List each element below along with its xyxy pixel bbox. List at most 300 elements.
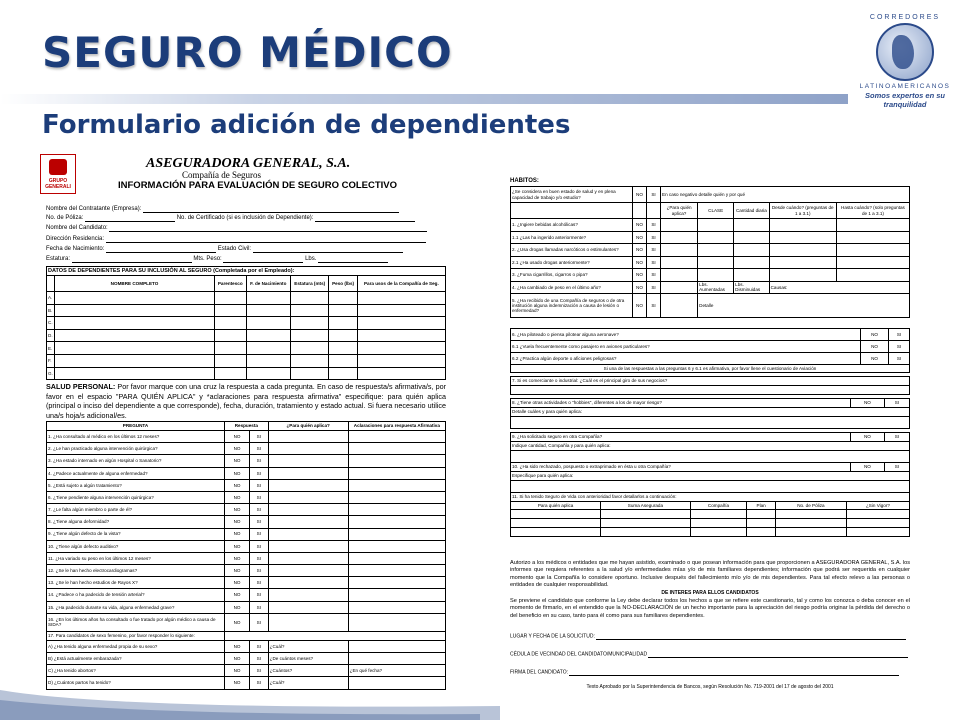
question-text: A) ¿Ha tenido alguna enfermedad propia de su sexo? bbox=[47, 640, 225, 652]
answer-si[interactable]: SI bbox=[250, 653, 269, 665]
q7-text: 7. Si es comerciante o industrial: ¿Cuál es el principal giro de sus negocios? bbox=[511, 377, 910, 386]
answer-si[interactable]: SI bbox=[250, 491, 269, 503]
habit-cell[interactable] bbox=[698, 219, 734, 232]
dependent-cell[interactable] bbox=[329, 354, 357, 367]
aclaracion-cell[interactable] bbox=[348, 516, 445, 528]
dependent-cell[interactable] bbox=[329, 317, 357, 330]
dependent-cell[interactable] bbox=[246, 329, 291, 342]
logo-tagline: Somos expertos en su tranquilidad bbox=[864, 91, 946, 109]
aclaracion-cell[interactable] bbox=[348, 589, 445, 601]
habit-cell[interactable] bbox=[836, 219, 909, 232]
dependent-cell[interactable] bbox=[329, 367, 357, 380]
question-text: 13. ¿Se le han hecho estudios de Rayos X? bbox=[47, 577, 225, 589]
answer-no[interactable]: NO bbox=[225, 467, 250, 479]
dependent-cell[interactable] bbox=[357, 342, 445, 355]
habit-cell[interactable] bbox=[661, 256, 698, 269]
col-desde: Desde cuándo? (preguntas de 1 a 3.1) bbox=[769, 203, 836, 219]
answer-no[interactable]: NO bbox=[225, 516, 250, 528]
answer-no[interactable]: NO bbox=[861, 341, 889, 353]
dependent-cell[interactable] bbox=[55, 329, 215, 342]
dependent-cell[interactable] bbox=[215, 342, 247, 355]
para-quien-cell[interactable] bbox=[268, 552, 348, 564]
para-quien-cell[interactable] bbox=[268, 431, 348, 443]
habit-cell[interactable] bbox=[661, 294, 698, 318]
aclaracion-cell[interactable] bbox=[348, 540, 445, 552]
habit-cell[interactable] bbox=[698, 244, 734, 257]
table-row bbox=[47, 665, 446, 677]
table-row bbox=[47, 431, 446, 443]
answer-si[interactable]: SI bbox=[647, 244, 661, 257]
table-row bbox=[511, 329, 910, 341]
q11-col: Suma Asegurada bbox=[601, 502, 691, 510]
dependent-cell[interactable] bbox=[357, 367, 445, 380]
habit-cell[interactable] bbox=[734, 256, 769, 269]
answer-no[interactable]: NO bbox=[225, 552, 250, 564]
aclaracion-cell[interactable] bbox=[348, 577, 445, 589]
answer-no[interactable]: NO bbox=[225, 443, 250, 455]
dependent-cell[interactable] bbox=[291, 292, 329, 305]
aclaracion-cell[interactable] bbox=[348, 613, 445, 631]
dependent-cell[interactable] bbox=[246, 367, 291, 380]
table-row bbox=[47, 491, 446, 503]
footer-note: Texto Aprobado por la Superintendencia de Bancos, según Resolución No. 719-2001 del 17 de agosto del 2001 bbox=[586, 684, 834, 690]
habit-cell[interactable] bbox=[661, 269, 698, 282]
habit-cell[interactable] bbox=[769, 219, 836, 232]
dependent-cell[interactable] bbox=[55, 304, 215, 317]
dependent-cell[interactable] bbox=[246, 342, 291, 355]
dependent-letter: E. bbox=[47, 342, 55, 355]
dependent-cell[interactable] bbox=[357, 292, 445, 305]
answer-si[interactable]: SI bbox=[889, 329, 910, 341]
aclaracion-cell[interactable] bbox=[348, 565, 445, 577]
habitos-label: HABITOS: bbox=[510, 178, 539, 184]
dependent-cell[interactable] bbox=[357, 317, 445, 330]
dependent-letter: D. bbox=[47, 329, 55, 342]
para-quien-cell[interactable]: ¿Cuál? bbox=[268, 640, 348, 652]
aclaracion-cell[interactable] bbox=[348, 552, 445, 564]
habit-cell[interactable] bbox=[836, 244, 909, 257]
para-quien-cell[interactable] bbox=[268, 528, 348, 540]
answer-no[interactable]: NO bbox=[225, 665, 250, 677]
dependent-cell[interactable] bbox=[215, 304, 247, 317]
table-row bbox=[47, 467, 446, 479]
dependent-cell[interactable] bbox=[291, 329, 329, 342]
table-row bbox=[47, 528, 446, 540]
dependent-cell[interactable] bbox=[291, 304, 329, 317]
habit-question: 5. ¿Ha recibido de una Compañía de seguros o de otra institución alguna indemnización a causa de lesión o enfermedad? bbox=[511, 294, 633, 318]
para-quien-cell[interactable] bbox=[268, 467, 348, 479]
dependent-cell[interactable] bbox=[55, 292, 215, 305]
answer-si[interactable]: SI bbox=[250, 467, 269, 479]
dependent-cell[interactable] bbox=[55, 367, 215, 380]
answer-no[interactable]: NO bbox=[225, 589, 250, 601]
col-detalle: En caso negativo detalle quién y por qué bbox=[661, 187, 910, 203]
para-quien-cell[interactable] bbox=[268, 516, 348, 528]
question-text: 17. Para candidatos de sexo femenino, por favor responder lo siguiente: bbox=[47, 631, 225, 640]
q8-note: Detalle cuáles y para quién aplica: bbox=[511, 408, 910, 417]
dependent-cell[interactable] bbox=[55, 342, 215, 355]
habit-question: 2.1 ¿Ha usado drogas anteriormente? bbox=[511, 256, 633, 269]
field-nacimiento: Fecha de Nacimiento: Estado Civil: bbox=[46, 246, 403, 253]
table-row bbox=[511, 281, 910, 294]
insurer-subtitle: Compañía de Seguros bbox=[182, 170, 261, 180]
answer-no[interactable]: NO bbox=[861, 353, 889, 365]
table-row bbox=[47, 631, 446, 640]
answer-si[interactable]: SI bbox=[250, 528, 269, 540]
lbs-aumentadas: Lbs. Aumentadas bbox=[698, 281, 734, 294]
dependent-cell[interactable] bbox=[246, 292, 291, 305]
table-row bbox=[47, 354, 446, 367]
para-quien-cell[interactable]: ¿Cuántos? bbox=[268, 665, 348, 677]
answer-no[interactable]: NO bbox=[225, 601, 250, 613]
aclaracion-cell[interactable] bbox=[348, 467, 445, 479]
q9-text: 9. ¿Ha solicitado seguro en otra Compañía? bbox=[511, 433, 851, 442]
para-quien-cell[interactable] bbox=[268, 455, 348, 467]
habit-cell[interactable] bbox=[661, 244, 698, 257]
habit-question: 4. ¿Ha cambiado de peso en el último año? bbox=[511, 281, 633, 294]
table-row bbox=[47, 342, 446, 355]
aclaracion-cell[interactable] bbox=[348, 455, 445, 467]
table-row bbox=[47, 565, 446, 577]
question-text: D) ¿Cuántos partos ha tenido? bbox=[47, 677, 225, 689]
habit-cell[interactable] bbox=[836, 231, 909, 244]
interes-text: Se previene el candidato que conforme la Ley debe declarar todos los hechos a que se refiere este cuestionario, tal y como los conozca o deba conocer en el momento de firmarlo, en el entendido que la NO-DECLARACIÓN de un hecho importante para la apreciación del riesgo podría originar la pérdida del derecho o del beneficio en su caso, tanto para él como para sus familiares dependientes. bbox=[510, 598, 910, 619]
para-quien-cell[interactable] bbox=[268, 577, 348, 589]
answer-si[interactable]: SI bbox=[250, 443, 269, 455]
aclaracion-cell[interactable] bbox=[348, 528, 445, 540]
para-quien-cell[interactable] bbox=[268, 613, 348, 631]
col-si: SI bbox=[647, 187, 661, 203]
answer-no[interactable]: NO bbox=[225, 540, 250, 552]
table-row bbox=[47, 443, 446, 455]
table-row bbox=[511, 269, 910, 282]
globe-icon bbox=[876, 23, 934, 81]
answer-si[interactable]: SI bbox=[889, 353, 910, 365]
question-text: 4. ¿Padece actualmente de alguna enfermedad? bbox=[47, 467, 225, 479]
dependent-letter: F. bbox=[47, 354, 55, 367]
dependent-cell[interactable] bbox=[329, 329, 357, 342]
answer-si[interactable]: SI bbox=[250, 455, 269, 467]
answer-si[interactable]: SI bbox=[250, 552, 269, 564]
field-lugar: LUGAR Y FECHA DE LA SOLICITUD: bbox=[510, 634, 906, 640]
q11-col: Compañía bbox=[690, 502, 747, 510]
dependent-cell[interactable] bbox=[291, 317, 329, 330]
answer-si[interactable]: SI bbox=[647, 294, 661, 318]
answer-no[interactable]: NO bbox=[225, 565, 250, 577]
col-aclaraciones: Aclaraciones para respuesta Afirmativa bbox=[348, 422, 445, 431]
para-quien-cell[interactable] bbox=[268, 589, 348, 601]
company-logo bbox=[850, 14, 960, 114]
col-respuesta: Respuesta bbox=[225, 422, 269, 431]
table-row bbox=[47, 292, 446, 305]
dependents-table bbox=[46, 266, 446, 380]
answer-si[interactable]: SI bbox=[647, 256, 661, 269]
aclaracion-cell[interactable] bbox=[348, 601, 445, 613]
answer-no[interactable]: NO bbox=[225, 677, 250, 689]
habit-cell[interactable] bbox=[836, 256, 909, 269]
q10-table: 10. ¿Ha sido rechazado, pospuesto o extraprimado en ésta u otra Compañía? NO SI Especifique para quién aplica: bbox=[510, 462, 910, 493]
answer-no[interactable]: NO bbox=[633, 244, 647, 257]
answer-no[interactable]: NO bbox=[225, 431, 250, 443]
aviation-table bbox=[510, 328, 910, 373]
answer-si[interactable]: SI bbox=[250, 431, 269, 443]
aclaracion-cell[interactable] bbox=[348, 653, 445, 665]
right-form-page bbox=[506, 176, 918, 696]
question-text: 1. ¿Ha consultado al médico en los últimos 12 meses? bbox=[47, 431, 225, 443]
table-row bbox=[47, 540, 446, 552]
col-cantidad: Cantidad diaria bbox=[734, 203, 769, 219]
dependent-cell[interactable] bbox=[246, 317, 291, 330]
table-row bbox=[47, 653, 446, 665]
habit-cell[interactable] bbox=[769, 256, 836, 269]
col-hasta: Hasta cuándo? (solo preguntas de 1 a 3.1) bbox=[836, 203, 909, 219]
col-nacimiento: F. de Nacimiento bbox=[246, 276, 291, 292]
dependent-cell[interactable] bbox=[329, 342, 357, 355]
habit-cell[interactable] bbox=[769, 231, 836, 244]
q11-table bbox=[510, 492, 910, 537]
q7-table bbox=[510, 376, 910, 395]
para-quien-cell[interactable] bbox=[268, 565, 348, 577]
table-row bbox=[47, 329, 446, 342]
para-quien-cell[interactable]: ¿Cuál? bbox=[268, 677, 348, 689]
question-text: 5. ¿Está sujeto a algún tratamiento? bbox=[47, 479, 225, 491]
question-text: 14. ¿Padece o ha padecido de tensión arterial? bbox=[47, 589, 225, 601]
dependent-cell[interactable] bbox=[329, 304, 357, 317]
answer-si[interactable]: SI bbox=[250, 677, 269, 689]
col-clase: CLASE bbox=[698, 203, 734, 219]
left-form-page bbox=[36, 150, 452, 710]
table-row bbox=[47, 317, 446, 330]
dependent-cell[interactable] bbox=[291, 342, 329, 355]
para-quien-cell[interactable] bbox=[268, 504, 348, 516]
q11-col: Para quién aplica bbox=[511, 502, 601, 510]
habit-cell[interactable] bbox=[734, 219, 769, 232]
dependent-cell[interactable] bbox=[329, 292, 357, 305]
habit-cell[interactable] bbox=[661, 231, 698, 244]
answer-no[interactable]: NO bbox=[633, 219, 647, 232]
interes-title: DE INTERES PARA ELLOS CANDIDATOS bbox=[661, 590, 759, 596]
answer-no[interactable]: NO bbox=[225, 653, 250, 665]
table-row bbox=[47, 577, 446, 589]
table-row bbox=[47, 479, 446, 491]
answer-si[interactable]: SI bbox=[250, 601, 269, 613]
q8-text: 8. ¿Tiene otras actividades o "hobbies", diferentes a los de mayor riesgo? bbox=[511, 399, 851, 408]
answer-si[interactable]: SI bbox=[250, 613, 269, 631]
dependent-cell[interactable] bbox=[357, 354, 445, 367]
answer-no[interactable]: NO bbox=[225, 479, 250, 491]
answer-si[interactable]: SI bbox=[250, 479, 269, 491]
insurer-name: ASEGURADORA GENERAL, S.A. bbox=[146, 156, 351, 171]
answer-si[interactable]: SI bbox=[250, 577, 269, 589]
dependent-cell[interactable] bbox=[215, 292, 247, 305]
authorization-text: Autorizo a los médicos o entidades que me hayan asistido, examinado o que posean información para que proporcionen a ASEGURADORA GENERAL, S.A. los informes que requiera referentes a la salud y/o enfermedades mías y/o de mis familiares dependientes; información que podrá ser requerida en cualquier momento que la Compañía lo considere oportuno. Inclusive después del fallecimiento mío y/o de mis dependientes. Para tal efecto relevo a las personas o entidades de cualquier responsabilidad. bbox=[510, 560, 910, 588]
table-row bbox=[511, 256, 910, 269]
q9-table: 9. ¿Ha solicitado seguro en otra Compañía? NO SI Indique cantidad, Compañía y para quién aplica: bbox=[510, 432, 910, 463]
dependent-cell[interactable] bbox=[215, 329, 247, 342]
dependent-cell[interactable] bbox=[215, 317, 247, 330]
aclaracion-cell[interactable] bbox=[348, 443, 445, 455]
q11-text: 11. Si ha tenido Seguro de Vida con anterioridad favor detallarlos a continuación: bbox=[511, 493, 910, 502]
answer-no[interactable]: NO bbox=[633, 294, 647, 318]
answer-si[interactable]: SI bbox=[250, 589, 269, 601]
field-firma: FIRMA DEL CANDIDATO: bbox=[510, 670, 899, 676]
table-row bbox=[511, 294, 910, 318]
answer-si[interactable]: SI bbox=[889, 341, 910, 353]
form-title: INFORMACIÓN PARA EVALUACIÓN DE SEGURO COLECTIVO bbox=[118, 180, 398, 191]
col-nombre: NOMBRE COMPLETO bbox=[55, 276, 215, 292]
dependents-header: DATOS DE DEPENDIENTES PARA SU INCLUSIÓN AL SEGURO (Completada por el Empleado): bbox=[47, 267, 446, 276]
table-row bbox=[511, 231, 910, 244]
aclaracion-cell[interactable] bbox=[348, 431, 445, 443]
table-row bbox=[47, 504, 446, 516]
col-no: NO bbox=[633, 187, 647, 203]
habit-cell[interactable] bbox=[661, 281, 698, 294]
dependent-letter: A. bbox=[47, 292, 55, 305]
table-row bbox=[47, 601, 446, 613]
decorative-swoosh bbox=[0, 680, 500, 720]
col-para-quien: ¿Para quién aplica? bbox=[268, 422, 348, 431]
dependent-cell[interactable] bbox=[291, 354, 329, 367]
health-questions-table bbox=[46, 421, 446, 690]
answer-no[interactable]: NO bbox=[861, 329, 889, 341]
answer-si[interactable]: SI bbox=[647, 269, 661, 282]
table-row bbox=[511, 244, 910, 257]
field-candidato: Nombre del Candidato: bbox=[46, 225, 427, 232]
causas: Causas: bbox=[769, 281, 909, 294]
answer-no[interactable]: NO bbox=[633, 269, 647, 282]
q9-note: Indique cantidad, Compañía y para quién aplica: bbox=[511, 442, 910, 451]
para-quien-cell[interactable] bbox=[268, 491, 348, 503]
question-text: 6. ¿Tiene pendiente alguna intervención quirúrgica? bbox=[47, 491, 225, 503]
answer-si[interactable]: SI bbox=[250, 565, 269, 577]
slide-subtitle: Formulario adición de dependientes bbox=[42, 110, 571, 140]
answer-no[interactable]: NO bbox=[633, 256, 647, 269]
aviation-question: 6.2 ¿Practica algún deporte o aficiones peligrosas? bbox=[511, 353, 861, 365]
answer-no[interactable]: NO bbox=[225, 613, 250, 631]
dependent-cell[interactable] bbox=[215, 367, 247, 380]
aviation-question: 6. ¿Ha piloteado o piensa pilotear alguna aeronave? bbox=[511, 329, 861, 341]
dependent-cell[interactable] bbox=[357, 304, 445, 317]
habit-question: 2. ¿Usa drogas llamadas narcóticos o estimulantes? bbox=[511, 244, 633, 257]
question-text: 8. ¿Tiene alguna deformidad? bbox=[47, 516, 225, 528]
answer-si[interactable]: SI bbox=[647, 231, 661, 244]
para-quien-cell[interactable] bbox=[268, 601, 348, 613]
dependent-cell[interactable] bbox=[357, 329, 445, 342]
habit-cell[interactable] bbox=[769, 269, 836, 282]
table-row bbox=[47, 455, 446, 467]
generali-logo: GRUPO GENERALI bbox=[40, 154, 76, 194]
habit-question: 1. ¿Ingiere bebidas alcohólicas? bbox=[511, 219, 633, 232]
dependent-cell[interactable] bbox=[215, 354, 247, 367]
q8-table: 8. ¿Tiene otras actividades o "hobbies", diferentes a los de mayor riesgo? NO SI Detalle cuáles y para quién aplica: bbox=[510, 398, 910, 429]
table-row bbox=[511, 219, 910, 232]
table-row bbox=[511, 341, 910, 353]
q11-col: Plan bbox=[747, 502, 776, 510]
answer-no[interactable]: NO bbox=[633, 231, 647, 244]
q11-col: ¿Sin Vigor? bbox=[846, 502, 909, 510]
title-underline-bar bbox=[0, 94, 848, 104]
habit-cell[interactable] bbox=[769, 244, 836, 257]
dependent-cell[interactable] bbox=[55, 317, 215, 330]
aclaracion-cell[interactable]: ¿En qué fecha? bbox=[348, 665, 445, 677]
col-estatura: Estatura (mts) bbox=[291, 276, 329, 292]
question-text: 12. ¿Se le han hecho electrocardiogramas? bbox=[47, 565, 225, 577]
answer-si[interactable]: SI bbox=[647, 281, 661, 294]
answer-si[interactable]: SI bbox=[250, 540, 269, 552]
dependent-cell[interactable] bbox=[246, 354, 291, 367]
dependent-letter: B. bbox=[47, 304, 55, 317]
para-quien-cell[interactable] bbox=[268, 540, 348, 552]
question-text: 9. ¿Tiene algún defecto de la vista? bbox=[47, 528, 225, 540]
answer-no[interactable]: NO bbox=[225, 455, 250, 467]
q11-col: No. de Póliza bbox=[775, 502, 846, 510]
para-quien-cell[interactable]: ¿De cuántos meses? bbox=[268, 653, 348, 665]
answer-no[interactable]: NO bbox=[225, 577, 250, 589]
answer-no[interactable]: NO bbox=[633, 281, 647, 294]
answer-no[interactable]: NO bbox=[225, 491, 250, 503]
answer-si[interactable]: SI bbox=[647, 219, 661, 232]
col-peso: Peso (lbs) bbox=[329, 276, 357, 292]
table-row bbox=[47, 640, 446, 652]
col-para-quien: ¿Para quién aplica? bbox=[661, 203, 698, 219]
field-direccion: Dirección Residencia: bbox=[46, 236, 426, 243]
table-row bbox=[47, 552, 446, 564]
question-text: 16. ¿En los últimos años ha consultado o fue tratado por algún médico a causa de SIDA? bbox=[47, 613, 225, 631]
dependent-cell[interactable] bbox=[291, 367, 329, 380]
aviation-question: 6.1 ¿Vuela frecuentemente como pasajero en aviones particulares? bbox=[511, 341, 861, 353]
question-text: C) ¿Ha tenido abortos? bbox=[47, 665, 225, 677]
salud-instructions: SALUD PERSONAL: Por favor marque con una cruz la respuesta a cada pregunta. En caso de respuesta/s afirmativa/s, por favor en el espacio "PARA QUIÉN APLICA" y *aclaraciones para respuesta afirmativa" especifique: para quién aplica (principal o inciso del dependiente a que corresponde), fecha, duración, tratamiento y estado actual. Si fuera necesario utilice una/s hoja/s adicional/es. bbox=[46, 382, 447, 421]
question-text: 15. ¿Ha padecido durante su vida, alguna enfermedad grave? bbox=[47, 601, 225, 613]
habit-question: 3. ¿Fuma cigarrillos, cigarros o pipa? bbox=[511, 269, 633, 282]
dependent-cell[interactable] bbox=[55, 354, 215, 367]
habit-cell[interactable] bbox=[734, 269, 769, 282]
habit-cell[interactable] bbox=[698, 269, 734, 282]
habit-question: 1.1 ¿Las ha ingerido anteriormente? bbox=[511, 231, 633, 244]
answer-no[interactable]: NO bbox=[225, 504, 250, 516]
answer-si[interactable]: SI bbox=[250, 504, 269, 516]
table-row bbox=[47, 589, 446, 601]
para-quien-cell[interactable] bbox=[268, 443, 348, 455]
habit-cell[interactable] bbox=[734, 231, 769, 244]
question-text: 7. ¿Le falta algún miembro o parte de él? bbox=[47, 504, 225, 516]
habit-cell[interactable] bbox=[734, 244, 769, 257]
habit-cell[interactable] bbox=[698, 256, 734, 269]
answer-no[interactable]: NO bbox=[225, 640, 250, 652]
aclaracion-cell[interactable] bbox=[348, 479, 445, 491]
dependent-cell[interactable] bbox=[246, 304, 291, 317]
aclaracion-cell[interactable] bbox=[348, 491, 445, 503]
answer-si[interactable]: SI bbox=[250, 640, 269, 652]
habit-cell[interactable] bbox=[836, 269, 909, 282]
habit-cell[interactable] bbox=[661, 219, 698, 232]
aviation-note: Si una de las respuestas a las preguntas 6 y 6.1 es afirmativa, por favor llene el cuestionario de Aviación bbox=[511, 365, 910, 373]
logo-name: LATINOAMERICANOS bbox=[859, 83, 951, 90]
answer-si[interactable]: SI bbox=[250, 665, 269, 677]
table-row bbox=[511, 353, 910, 365]
habit-cell[interactable] bbox=[698, 231, 734, 244]
para-quien-cell[interactable] bbox=[268, 479, 348, 491]
answer-si[interactable]: SI bbox=[250, 516, 269, 528]
field-estatura: Estatura: Mts. Peso: Lbs. bbox=[46, 256, 388, 263]
habitos-table bbox=[510, 186, 910, 318]
habitos-intro: ¿Se considera en buen estado de salud y en plena capacidad de trabajo y/o estudio? bbox=[511, 187, 633, 203]
question-text: 11. ¿Ha variado su peso en los últimos 12 meses? bbox=[47, 552, 225, 564]
answer-no[interactable]: NO bbox=[225, 528, 250, 540]
aclaracion-cell[interactable] bbox=[348, 640, 445, 652]
aclaracion-cell[interactable] bbox=[348, 504, 445, 516]
field-cedula: CÉDULA DE VECINDAD DEL CANDIDATO/MUNICIPALIDAD bbox=[510, 652, 908, 658]
